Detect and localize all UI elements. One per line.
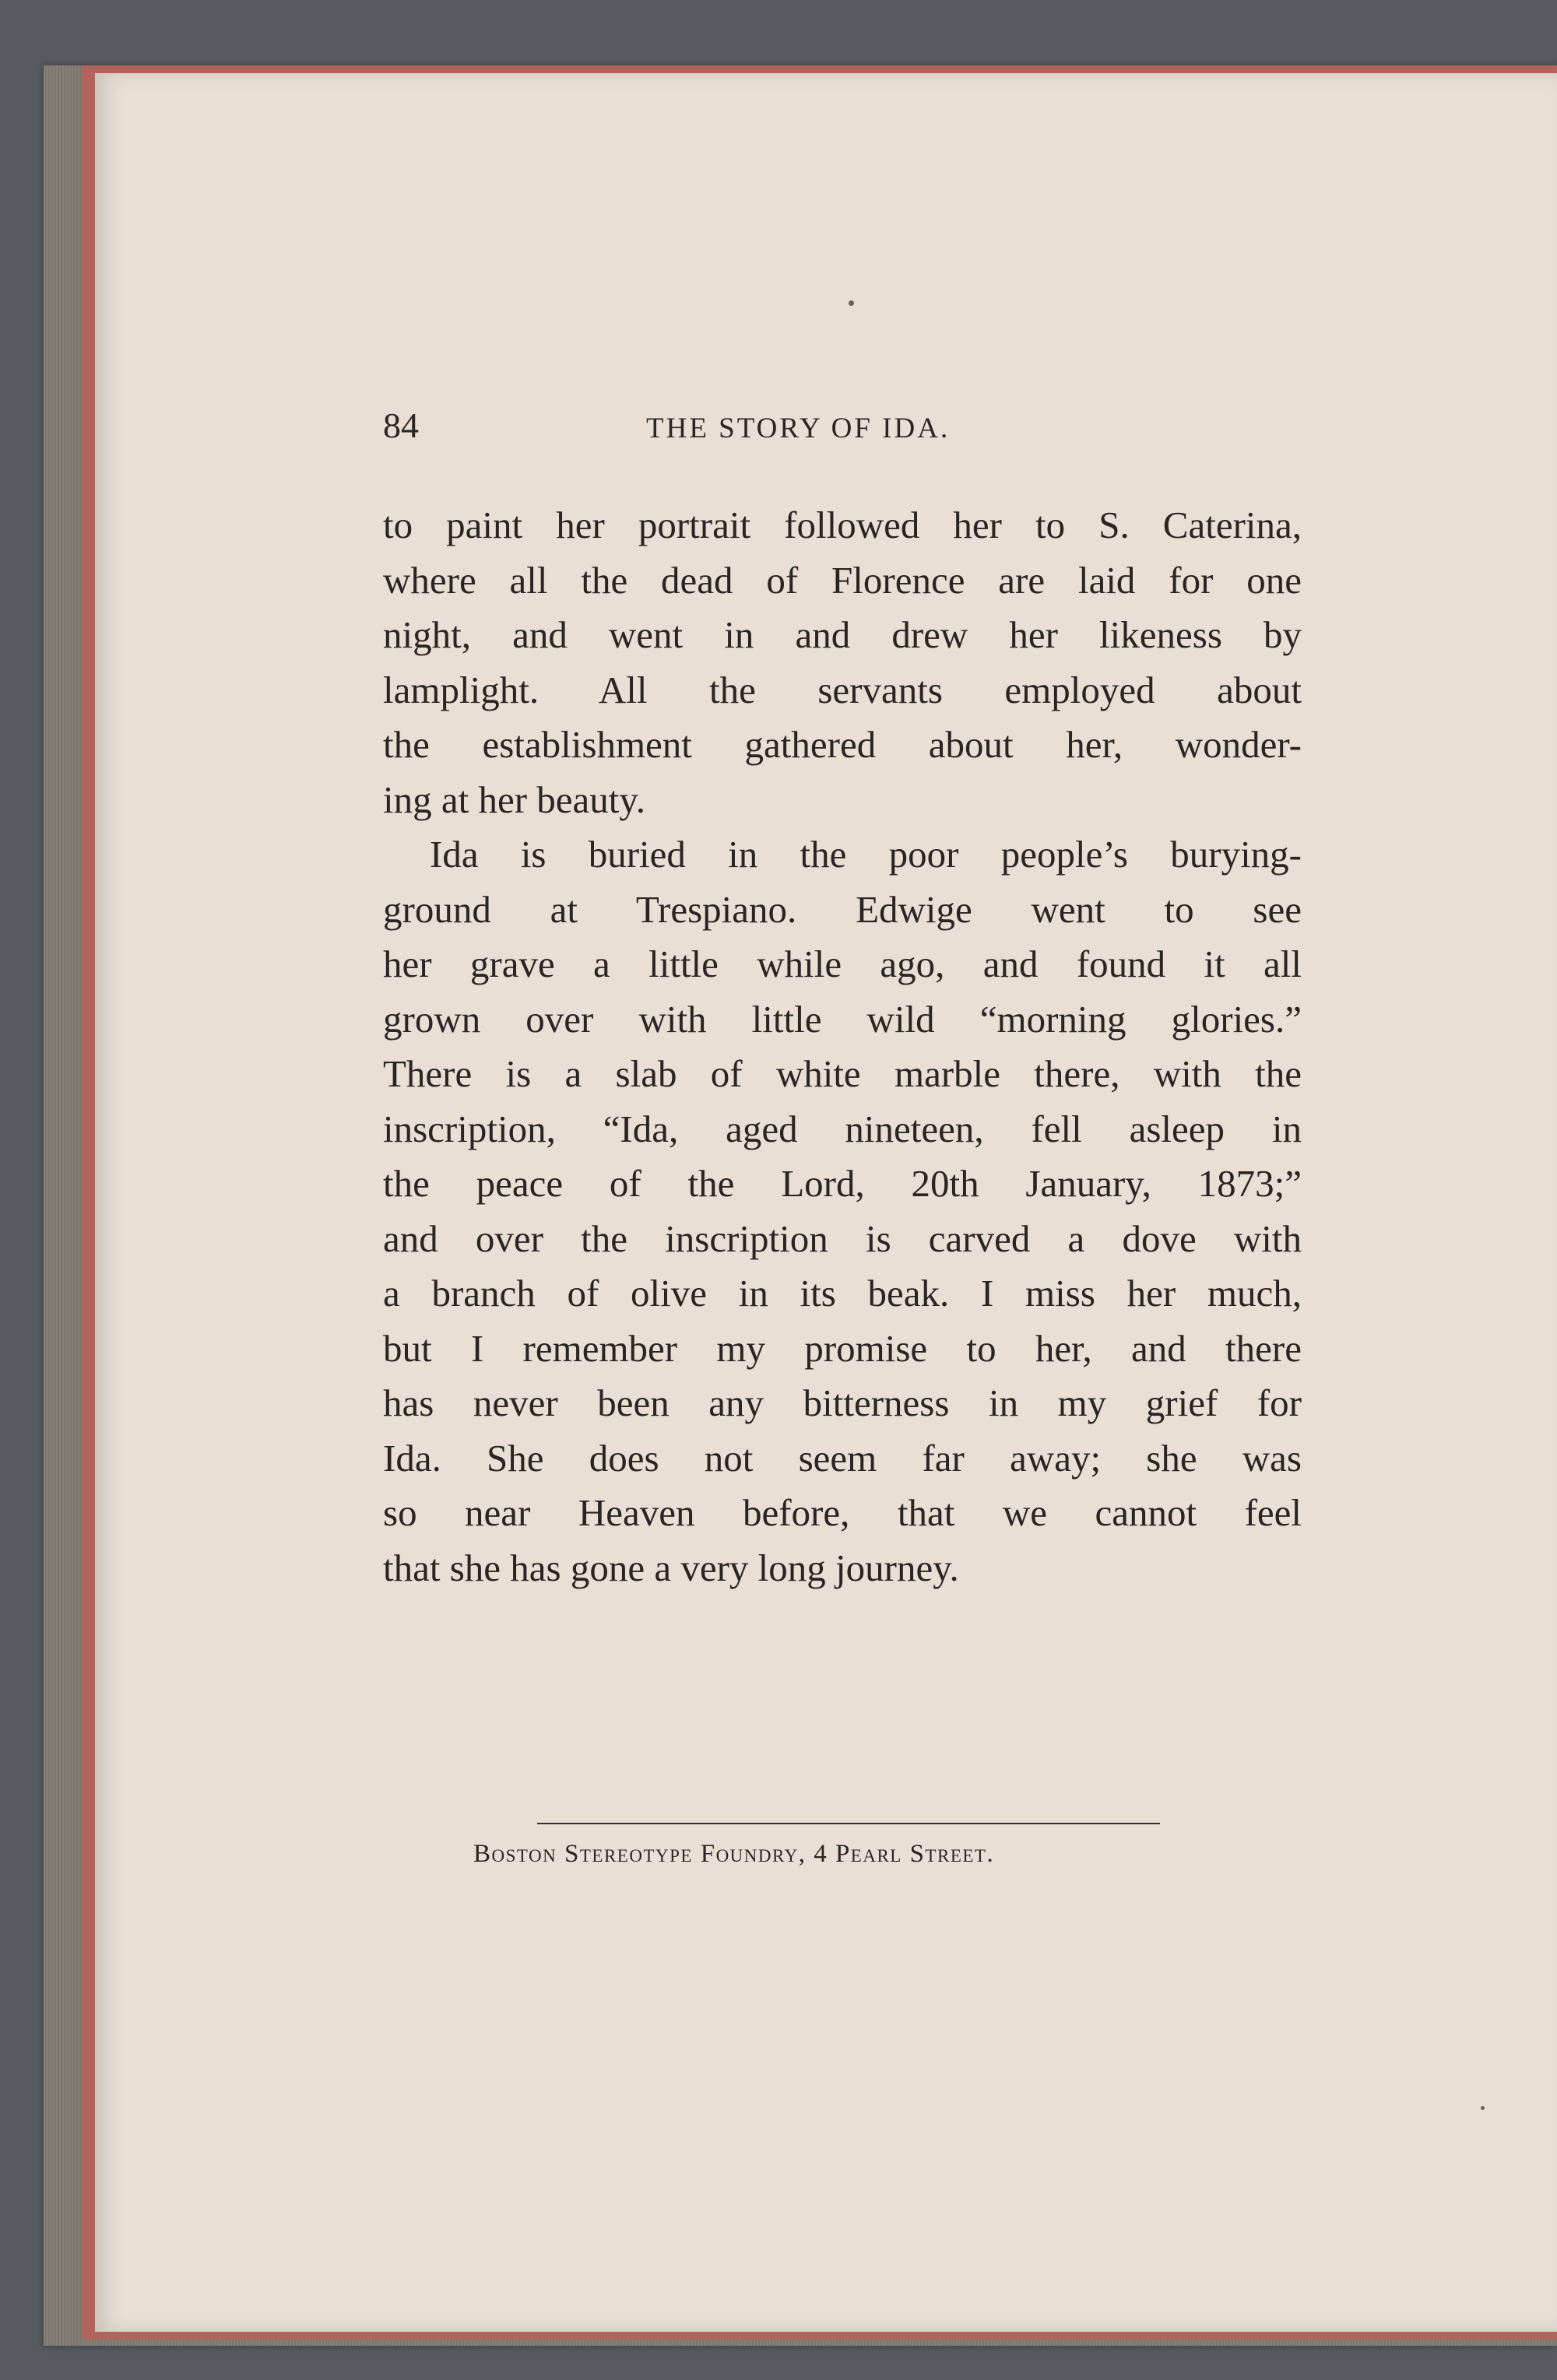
text-line: Ida is buried in the poor people’s burying- bbox=[430, 833, 1302, 876]
page-header bbox=[383, 398, 1300, 453]
text-line: ground at Trespiano. Edwige went to see bbox=[383, 887, 1302, 931]
body-text bbox=[383, 498, 1302, 1595]
text-line: the peace of the Lord, 20th January, 1873;” bbox=[383, 1162, 1302, 1205]
page-number: 84 bbox=[383, 405, 419, 445]
text-line: a branch of olive in its beak. I miss her much, bbox=[383, 1272, 1302, 1315]
text-line: her grave a little while ago, and found it all bbox=[383, 943, 1302, 985]
text-line: Ida. She does not seem far away; she was bbox=[383, 1436, 1302, 1480]
paragraph-1 bbox=[383, 498, 1302, 827]
text-line: inscription, “Ida, aged nineteen, fell asleep in bbox=[383, 1107, 1302, 1150]
text-line: night, and went in and drew her likeness by bbox=[383, 613, 1302, 656]
printer-imprint: Boston Stereotype Foundry, 4 Pearl Street. bbox=[473, 1840, 995, 1868]
text-line: but I remember my promise to her, and there bbox=[383, 1326, 1302, 1370]
text-line: and over the inscription is carved a dove with bbox=[383, 1216, 1302, 1260]
ink-speck bbox=[1481, 2106, 1485, 2110]
text-line: grown over with little wild “morning glories.” bbox=[383, 997, 1302, 1041]
text-line: ing at her beauty. bbox=[383, 778, 645, 821]
text-line: lamplight. All the servants employed about bbox=[383, 668, 1302, 711]
text-line: the establishment gathered about her, wonder- bbox=[383, 723, 1302, 766]
text-line: has never been any bitterness in my grief for bbox=[383, 1381, 1302, 1424]
text-line: to paint her portrait followed her to S. Caterina, bbox=[383, 504, 1302, 546]
text-line: where all the dead of Florence are laid for one bbox=[383, 558, 1302, 602]
text-line: that she has gone a very long journey. bbox=[383, 1546, 959, 1589]
text-line: There is a slab of white marble there, with the bbox=[383, 1052, 1302, 1095]
text-line: so near Heaven before, that we cannot feel bbox=[383, 1491, 1302, 1534]
ink-speck bbox=[849, 300, 854, 306]
running-title: THE STORY OF IDA. bbox=[646, 412, 951, 444]
paragraph-2 bbox=[383, 827, 1302, 1595]
footer-rule bbox=[537, 1823, 1160, 1824]
